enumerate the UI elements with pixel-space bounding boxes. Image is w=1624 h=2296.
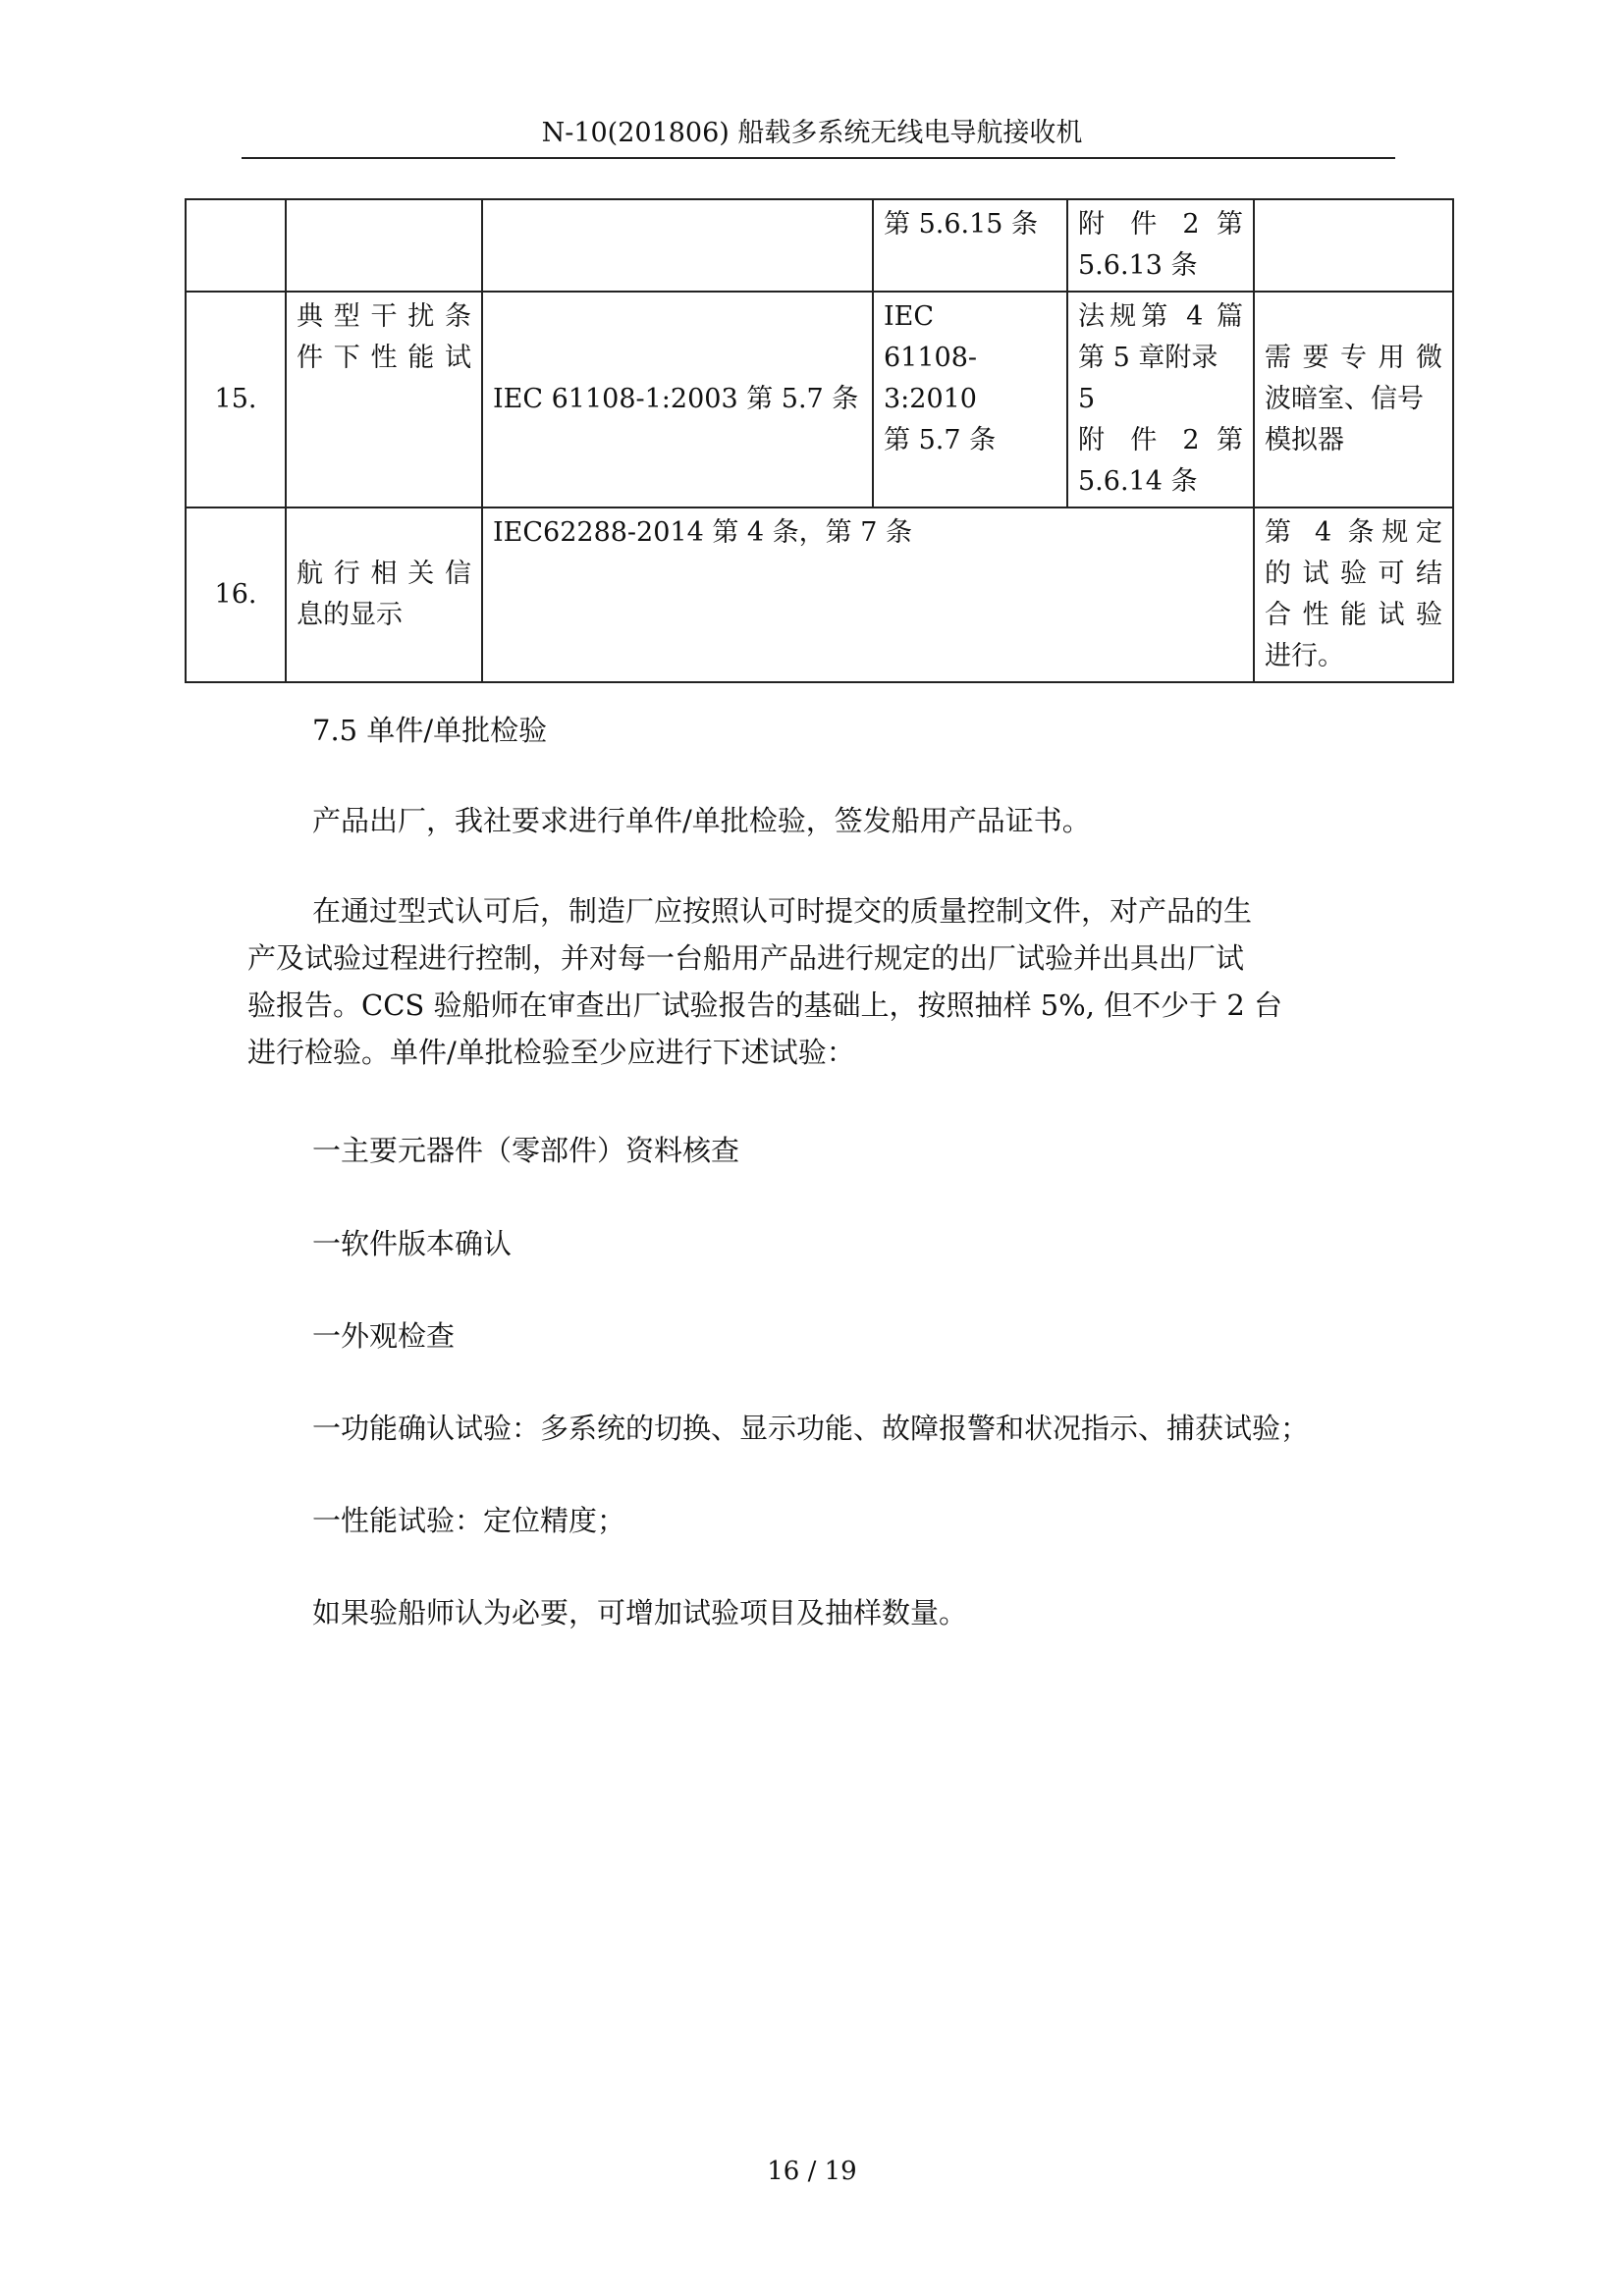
section-heading: 7.5 单件/单批检验 [312, 714, 548, 747]
cell-text: 的试验可结 [1265, 559, 1442, 589]
table-cell [482, 199, 873, 292]
page-number: 16 / 19 [767, 2157, 857, 2186]
cell-text: 第 5.6.15 条 [884, 209, 1039, 240]
test-requirements-table [185, 198, 1454, 683]
list-item: 一软件版本确认 [312, 1227, 513, 1260]
cell-text: 息的显示 [297, 600, 403, 630]
cell-text: IEC 61108-1:2003 第 5.7 条 [493, 384, 859, 414]
table-row [186, 199, 1453, 292]
cell-text: 波暗室、信号 [1265, 384, 1424, 414]
cell-text: 5.6.14 条 [1078, 466, 1198, 497]
closing-paragraph: 如果验船师认为必要，可增加试验项目及抽样数量。 [312, 1596, 968, 1629]
paragraph-line: 在通过型式认可后，制造厂应按照认可时提交的质量控制文件，对产品的生 [312, 894, 1253, 928]
list-item: 一外观检查 [312, 1319, 456, 1353]
table-cell [1254, 199, 1453, 292]
page-header: N-10(201806) 船载多系统无线电导航接收机 [541, 118, 1083, 148]
paragraph-line: 进行检验。单件/单批检验至少应进行下述试验： [247, 1036, 855, 1069]
cell-text: 法规第 4 篇 [1078, 301, 1243, 332]
row-number: 15. [186, 292, 286, 507]
cell-text: 附 件 2 第 [1078, 209, 1243, 240]
list-item: 一功能确认试验：多系统的切换、显示功能、故障报警和状况指示、捕获试验； [312, 1412, 1310, 1445]
cell-text: IEC [884, 301, 935, 332]
test-item-cell [286, 507, 482, 682]
cell-text: 航行相关信 [297, 559, 471, 589]
header-rule [242, 157, 1395, 159]
cell-text: 模拟器 [1265, 425, 1344, 455]
list-item: 一主要元器件（零部件）资料核查 [312, 1134, 740, 1167]
cell-text: 合性能试验 [1265, 600, 1442, 630]
paragraph [247, 887, 1390, 1076]
standard-cell [873, 292, 1067, 507]
table-cell [873, 199, 1067, 292]
row-number: 16. [186, 507, 286, 682]
cell-text: 件下性能试 [297, 343, 471, 373]
note-cell [1254, 292, 1453, 507]
table-row [186, 292, 1453, 507]
cell-text: 61108-3:2010 [884, 343, 978, 414]
paragraph-line: 验报告。CCS 验船师在审查出厂试验报告的基础上，按照抽样 5%, 但不少于 2 台 [247, 988, 1283, 1022]
cell-text: 第 5.7 条 [884, 425, 997, 455]
paragraph: 产品出厂，我社要求进行单件/单批检验，签发船用产品证书。 [312, 804, 1091, 837]
cell-text: 第 5 章附录 5 [1078, 343, 1218, 414]
paragraph-line: 产及试验过程进行控制，并对每一台船用产品进行规定的出厂试验并出具出厂试 [247, 941, 1245, 975]
cell-text: IEC62288-2014 第 4 条，第 7 条 [493, 517, 913, 548]
table-row [186, 507, 1453, 682]
table-cell [1067, 199, 1254, 292]
table-cell [286, 199, 482, 292]
cell-text: 第 4 条规定 [1265, 517, 1442, 548]
note-cell [1254, 507, 1453, 682]
cell-text: 典型干扰条 [297, 301, 471, 332]
cell-text: 5.6.13 条 [1078, 250, 1198, 281]
rule-cell [1067, 292, 1254, 507]
cell-text: 附 件 2 第 [1078, 425, 1243, 455]
table-cell [186, 199, 286, 292]
test-item-cell [286, 292, 482, 507]
standard-cell [482, 292, 873, 507]
list-item: 一性能试验：定位精度； [312, 1504, 626, 1537]
cell-text: 需要专用微 [1265, 343, 1442, 373]
standard-cell [482, 507, 1254, 682]
cell-text: 进行。 [1265, 641, 1344, 671]
